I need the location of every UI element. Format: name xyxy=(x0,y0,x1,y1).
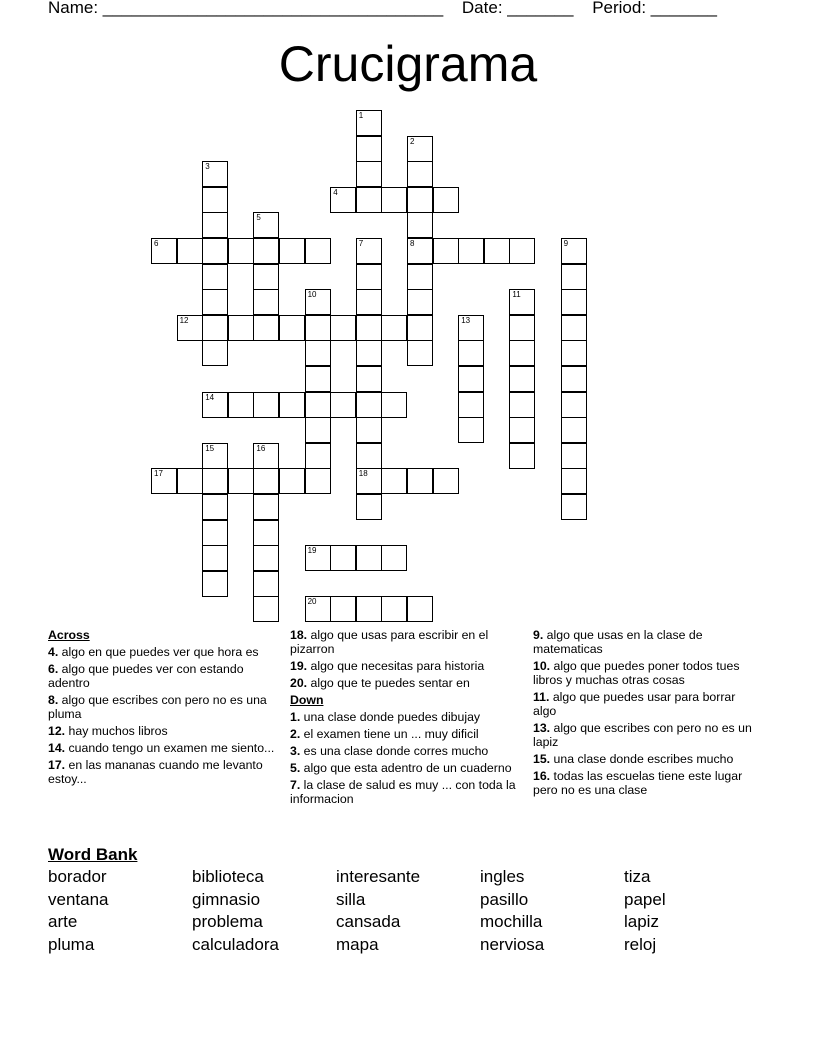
crossword-cell[interactable] xyxy=(356,238,382,264)
crossword-cell[interactable] xyxy=(253,571,279,597)
crossword-cell[interactable] xyxy=(177,238,203,264)
crossword-cell[interactable] xyxy=(356,187,382,213)
clue-text: algo que escribes con pero no es un lapiz xyxy=(533,721,752,749)
clue-number: 15 xyxy=(205,443,215,453)
clues-column-3 xyxy=(533,628,761,800)
crossword-cell[interactable] xyxy=(458,315,484,341)
clue-number: 13 xyxy=(461,315,471,325)
crossword-cell[interactable] xyxy=(407,136,433,162)
crossword-cell[interactable] xyxy=(253,212,279,238)
crossword-cell[interactable] xyxy=(381,545,407,571)
crossword-cell[interactable] xyxy=(253,264,279,290)
clue-text: una clase donde escribes mucho xyxy=(550,752,734,766)
clue-number-label: 8. xyxy=(48,693,59,707)
crossword-cell[interactable] xyxy=(202,238,228,264)
clue-text: todas las escuelas tiene este lugar pero no es una clase xyxy=(533,769,743,797)
crossword-cell[interactable] xyxy=(202,571,228,597)
clue-number: 20 xyxy=(307,597,317,607)
crossword-cell[interactable] xyxy=(356,110,382,136)
clue-text: cuando tengo un examen me siento... xyxy=(65,741,275,755)
word-bank-item: calculadora xyxy=(192,935,279,955)
crossword-cell[interactable] xyxy=(356,315,382,341)
clue-text: es una clase donde corres mucho xyxy=(300,744,489,758)
across-clue xyxy=(48,758,276,786)
clue-number-label: 3. xyxy=(290,744,301,758)
crossword-cell[interactable] xyxy=(330,315,356,341)
crossword-cell[interactable] xyxy=(458,238,484,264)
clue-text: una clase donde puedes dibujay xyxy=(300,710,481,724)
date-field[interactable]: Date: _______ xyxy=(461,0,574,17)
crossword-cell[interactable] xyxy=(253,494,279,520)
crossword-cell[interactable] xyxy=(253,392,279,418)
clue-number: 14 xyxy=(205,392,215,402)
word-bank-item: borador xyxy=(48,867,107,886)
crossword-cell[interactable] xyxy=(356,289,382,315)
clue-number-label: 14. xyxy=(48,741,66,755)
crossword-cell[interactable] xyxy=(253,545,279,571)
clue-text: algo que te puedes sentar en xyxy=(307,676,470,690)
crossword-cell[interactable] xyxy=(305,238,331,264)
crossword-cell[interactable] xyxy=(228,468,254,494)
name-field[interactable]: Name: ____________________________________ xyxy=(48,0,444,17)
word-bank-item: pasillo xyxy=(480,889,529,909)
word-bank xyxy=(48,866,768,957)
clue-text: algo que usas en la clase de matematicas xyxy=(533,628,703,656)
crossword-cell[interactable] xyxy=(151,468,177,494)
crossword-cell[interactable] xyxy=(561,494,587,520)
down-clue xyxy=(290,778,518,806)
clue-number: 12 xyxy=(179,315,189,325)
clues-column-2 xyxy=(290,628,518,809)
crossword-cell[interactable] xyxy=(356,417,382,443)
crossword-cell[interactable] xyxy=(202,161,228,187)
crossword-cell[interactable] xyxy=(433,468,459,494)
crossword-cell[interactable] xyxy=(458,417,484,443)
crossword-cell[interactable] xyxy=(279,392,305,418)
crossword-cell[interactable] xyxy=(561,366,587,392)
crossword-cell[interactable] xyxy=(202,443,228,469)
crossword-cell[interactable] xyxy=(407,238,433,264)
down-clue xyxy=(290,744,518,758)
crossword-cell[interactable] xyxy=(458,366,484,392)
crossword-cell[interactable] xyxy=(407,161,433,187)
word-bank-item: reloj xyxy=(624,935,657,955)
crossword-cell[interactable] xyxy=(561,443,587,469)
clue-number: 7 xyxy=(358,239,364,248)
crossword-cell[interactable] xyxy=(202,392,228,418)
crossword-cell[interactable] xyxy=(407,315,433,341)
word-bank-item: lapiz xyxy=(624,912,659,932)
clue-number: 6 xyxy=(154,239,159,248)
clue-number: 10 xyxy=(307,290,317,300)
crossword-cell[interactable] xyxy=(356,443,382,469)
word-bank-item: silla xyxy=(336,889,366,909)
page-title: Crucigrama xyxy=(278,36,538,92)
crossword-cell[interactable] xyxy=(253,315,279,341)
down-heading: Down xyxy=(290,693,324,707)
crossword-cell[interactable] xyxy=(202,289,228,315)
clue-number: 11 xyxy=(512,290,521,300)
word-bank-item: problema xyxy=(192,912,263,932)
crossword-cell[interactable] xyxy=(407,264,433,290)
crossword-cell[interactable] xyxy=(458,392,484,418)
crossword-cell[interactable] xyxy=(330,187,356,213)
clue-text: algo que usas para escribir en el pizarron xyxy=(290,628,489,656)
clue-number-label: 12. xyxy=(48,724,66,738)
crossword-cell[interactable] xyxy=(330,596,356,622)
crossword-cell[interactable] xyxy=(356,494,382,520)
across-clue xyxy=(290,659,518,673)
crossword-cell[interactable] xyxy=(356,596,382,622)
crossword-cell[interactable] xyxy=(305,443,331,469)
crossword-cell[interactable] xyxy=(305,545,331,571)
clue-number-label: 10. xyxy=(533,659,551,673)
crossword-cell[interactable] xyxy=(356,392,382,418)
across-heading: Across xyxy=(48,628,90,642)
clues-column-1 xyxy=(48,628,276,789)
crossword-cell[interactable] xyxy=(561,340,587,366)
crossword-cell[interactable] xyxy=(356,136,382,162)
clue-number-label: 17. xyxy=(48,758,66,772)
crossword-cell[interactable] xyxy=(509,366,535,392)
crossword-cell[interactable] xyxy=(509,392,535,418)
clue-text: algo en que puedes ver que hora es xyxy=(58,645,259,659)
clue-number-label: 20. xyxy=(290,676,308,690)
crossword-cell[interactable] xyxy=(202,315,228,341)
word-bank-item: papel xyxy=(624,889,666,909)
crossword-cell[interactable] xyxy=(381,468,407,494)
crossword-cell[interactable] xyxy=(305,596,331,622)
clue-text: algo que esta adentro de un cuaderno xyxy=(300,761,512,775)
crossword-cell[interactable] xyxy=(253,468,279,494)
crossword-cell[interactable] xyxy=(509,238,535,264)
crossword-cell[interactable] xyxy=(177,315,203,341)
crossword-cell[interactable] xyxy=(253,238,279,264)
clue-number-label: 9. xyxy=(533,628,544,642)
crossword-cell[interactable] xyxy=(561,392,587,418)
crossword-cell[interactable] xyxy=(509,443,535,469)
crossword-cell[interactable] xyxy=(561,468,587,494)
crossword-cell[interactable] xyxy=(381,187,407,213)
crossword-cell[interactable] xyxy=(305,417,331,443)
word-bank-item: ingles xyxy=(480,867,525,886)
crossword-cell[interactable] xyxy=(305,340,331,366)
clue-number: 18 xyxy=(358,469,368,479)
crossword-cell[interactable] xyxy=(202,520,228,546)
clue-number-label: 19. xyxy=(290,659,308,673)
clue-text: algo que puedes poner todos tues libros y muchas otras cosas xyxy=(533,659,740,687)
crossword-cell[interactable] xyxy=(407,212,433,238)
crossword-cell[interactable] xyxy=(433,187,459,213)
down-clue xyxy=(533,752,761,766)
clue-text: algo que puedes usar para borrar algo xyxy=(533,690,736,718)
clue-number: 3 xyxy=(205,162,210,172)
clue-text: hay muchos libros xyxy=(65,724,168,738)
clue-number-label: 11. xyxy=(533,690,550,704)
crossword-cell[interactable] xyxy=(561,315,587,341)
clue-text: algo que escribes con pero no es una pluma xyxy=(48,693,267,721)
crossword-cell[interactable] xyxy=(305,289,331,315)
crossword-cell[interactable] xyxy=(509,289,535,315)
crossword-cell[interactable] xyxy=(279,238,305,264)
crossword-cell[interactable] xyxy=(356,545,382,571)
clue-number-label: 15. xyxy=(533,752,551,766)
crossword-cell[interactable] xyxy=(202,494,228,520)
clue-number: 1 xyxy=(358,111,364,120)
across-clue xyxy=(290,676,518,690)
clue-number-label: 18. xyxy=(290,628,308,642)
clue-number: 4 xyxy=(333,187,338,197)
crossword-cell[interactable] xyxy=(330,392,356,418)
down-clue xyxy=(533,659,761,687)
word-bank-item: tiza xyxy=(624,867,651,886)
crossword-cell[interactable] xyxy=(509,417,535,443)
across-clue xyxy=(48,662,276,690)
crossword-cell[interactable] xyxy=(407,468,433,494)
crossword-cell[interactable] xyxy=(202,187,228,213)
clue-number-label: 2. xyxy=(290,727,301,741)
crossword-cell[interactable] xyxy=(407,596,433,622)
crossword-cell[interactable] xyxy=(202,340,228,366)
crossword-cell[interactable] xyxy=(279,468,305,494)
crossword-cell[interactable] xyxy=(151,238,177,264)
across-clue xyxy=(48,724,276,738)
crossword-cell[interactable] xyxy=(228,238,254,264)
crossword-cell[interactable] xyxy=(561,289,587,315)
crossword-cell[interactable] xyxy=(330,545,356,571)
word-bank-item: biblioteca xyxy=(192,867,264,886)
crossword-cell[interactable] xyxy=(381,596,407,622)
down-clue xyxy=(533,769,761,797)
crossword-cell[interactable] xyxy=(407,340,433,366)
crossword-cell[interactable] xyxy=(381,392,407,418)
clue-text: algo que puedes ver con estando adentro xyxy=(48,662,244,690)
crossword-cell[interactable] xyxy=(356,264,382,290)
crossword-cell[interactable] xyxy=(253,289,279,315)
clue-number: 17 xyxy=(154,469,163,479)
clue-number: 16 xyxy=(256,443,266,453)
word-bank-title: Word Bank xyxy=(48,845,138,864)
crossword-cell[interactable] xyxy=(305,315,331,341)
crossword-cell[interactable] xyxy=(228,315,254,341)
crossword-cell[interactable] xyxy=(305,366,331,392)
crossword-cell[interactable] xyxy=(509,340,535,366)
clue-number-label: 6. xyxy=(48,662,59,676)
word-bank-item: cansada xyxy=(336,912,401,932)
down-clue xyxy=(533,690,761,718)
crossword-cell[interactable] xyxy=(253,596,279,622)
crossword-cell[interactable] xyxy=(356,340,382,366)
across-clue xyxy=(290,628,518,656)
clue-number: 9 xyxy=(563,239,569,248)
crossword-cell[interactable] xyxy=(202,264,228,290)
across-clue xyxy=(48,741,276,755)
word-bank-item: ventana xyxy=(48,889,109,909)
crossword-cell[interactable] xyxy=(253,520,279,546)
clue-number-label: 16. xyxy=(533,769,551,783)
clue-number: 19 xyxy=(307,546,317,556)
word-bank-item: arte xyxy=(48,912,78,932)
crossword-cell[interactable] xyxy=(561,417,587,443)
clue-text: el examen tiene un ... muy dificil xyxy=(300,727,479,741)
crossword-cell[interactable] xyxy=(177,468,203,494)
crossword-cell[interactable] xyxy=(356,468,382,494)
down-clue xyxy=(290,710,518,724)
crossword-cell[interactable] xyxy=(561,238,587,264)
crossword-cell[interactable] xyxy=(561,264,587,290)
crossword-cell[interactable] xyxy=(253,443,279,469)
clue-text: la clase de salud es muy ... con toda la informacion xyxy=(290,778,516,806)
across-clue xyxy=(48,693,276,721)
crossword-cell[interactable] xyxy=(407,289,433,315)
clue-number-label: 1. xyxy=(290,710,301,724)
crossword-cell[interactable] xyxy=(356,161,382,187)
crossword-cell[interactable] xyxy=(433,238,459,264)
crossword-cell[interactable] xyxy=(305,468,331,494)
crossword-cell[interactable] xyxy=(202,468,228,494)
word-bank-item: pluma xyxy=(48,935,95,955)
word-bank-item: gimnasio xyxy=(192,889,261,909)
clue-number-label: 5. xyxy=(290,761,301,775)
word-bank-item: interesante xyxy=(336,867,421,886)
down-clue xyxy=(533,721,761,749)
clue-number-label: 4. xyxy=(48,645,59,659)
crossword-cell[interactable] xyxy=(228,392,254,418)
clue-text: algo que necesitas para historia xyxy=(307,659,485,673)
word-bank-item: mapa xyxy=(336,935,379,955)
crossword-cell[interactable] xyxy=(202,545,228,571)
crossword-cell[interactable] xyxy=(381,315,407,341)
clue-number: 2 xyxy=(410,136,415,146)
clue-number: 5 xyxy=(256,213,261,223)
across-clue xyxy=(48,645,276,659)
crossword-cell[interactable] xyxy=(279,315,305,341)
crossword-cell[interactable] xyxy=(407,187,433,213)
down-clue xyxy=(533,628,761,656)
crossword-cell[interactable] xyxy=(356,366,382,392)
crossword-cell[interactable] xyxy=(509,315,535,341)
word-bank-item: mochilla xyxy=(480,912,543,932)
crossword-cell[interactable] xyxy=(458,340,484,366)
down-clue xyxy=(290,761,518,775)
down-clue xyxy=(290,727,518,741)
clue-number-label: 7. xyxy=(290,778,301,792)
crossword-cell[interactable] xyxy=(202,212,228,238)
clue-number-label: 13. xyxy=(533,721,551,735)
clue-number: 8 xyxy=(410,239,415,248)
crossword-cell[interactable] xyxy=(305,392,331,418)
period-field[interactable]: Period: _______ xyxy=(592,0,717,17)
word-bank-item: nerviosa xyxy=(480,935,545,955)
clue-text: en las mananas cuando me levanto estoy... xyxy=(48,758,263,786)
crossword-cell[interactable] xyxy=(484,238,510,264)
